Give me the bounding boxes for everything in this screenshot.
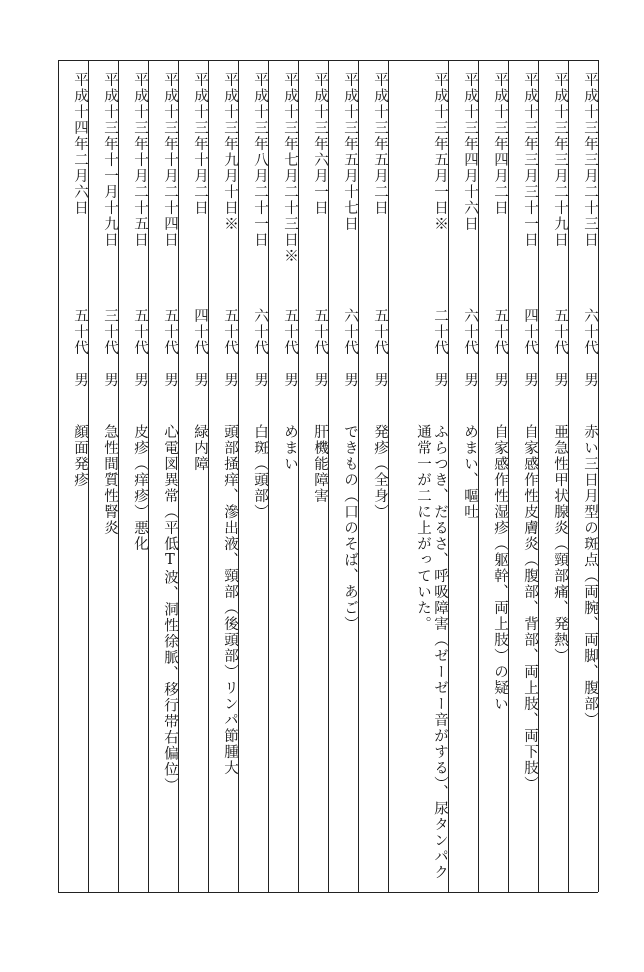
symptom-cell: 急性間質性腎炎 bbox=[102, 424, 118, 536]
age-cell: 五十代 bbox=[222, 308, 238, 356]
age-cell: 五十代 bbox=[282, 308, 298, 356]
table-row bbox=[208, 60, 238, 892]
sex-cell: 男 bbox=[432, 372, 448, 388]
date-cell: 平成十三年五月十七日 bbox=[342, 72, 358, 232]
symptom-cell: 赤い三日月型の斑点（両腕、両脚、腹部） bbox=[582, 424, 598, 728]
symptom-cell: 白斑（頭部） bbox=[252, 424, 268, 520]
table-row bbox=[238, 60, 268, 892]
symptom-cell: 顔面発疹 bbox=[72, 424, 88, 488]
age-cell: 四十代 bbox=[192, 308, 208, 356]
table-row bbox=[538, 60, 568, 892]
age-cell: 六十代 bbox=[342, 308, 358, 356]
table-row bbox=[298, 60, 328, 892]
date-cell: 平成十三年四月二日 bbox=[492, 72, 508, 216]
table-row bbox=[328, 60, 358, 892]
date-cell: 平成十三年十一月十九日 bbox=[102, 72, 118, 248]
symptom-cell: めまい、嘔吐 bbox=[462, 424, 478, 520]
table-row bbox=[268, 60, 298, 892]
date-cell: 平成十三年六月一日 bbox=[312, 72, 328, 216]
age-cell: 五十代 bbox=[372, 308, 388, 356]
age-cell: 四十代 bbox=[522, 308, 538, 356]
symptom-cell: 自家感作性湿疹（躯幹、両上肢）の疑い bbox=[492, 424, 508, 712]
date-cell: 平成十三年四月十六日 bbox=[462, 72, 478, 232]
date-cell: 平成十三年五月一日※ bbox=[432, 72, 448, 232]
age-cell: 五十代 bbox=[132, 308, 148, 356]
age-cell: 六十代 bbox=[582, 308, 598, 356]
adverse-event-table bbox=[58, 60, 598, 892]
table-row bbox=[568, 60, 598, 892]
table-row bbox=[58, 60, 88, 892]
date-cell: 平成十三年十月二十五日 bbox=[132, 72, 148, 248]
symptom-cell: 自家感作性皮膚炎（腹部、背部、両上肢、両下肢） bbox=[522, 424, 538, 792]
table-row bbox=[478, 60, 508, 892]
symptom-cell: 発疹（全身） bbox=[372, 424, 388, 520]
date-cell: 平成十三年八月二十一日 bbox=[252, 72, 268, 248]
date-cell: 平成十三年三月二十九日 bbox=[552, 72, 568, 248]
date-cell: 平成十三年七月二十三日※ bbox=[282, 72, 298, 264]
sex-cell: 男 bbox=[72, 372, 88, 388]
symptom-cell: 亜急性甲状腺炎（頸部痛、発熱） bbox=[552, 424, 568, 664]
table-row bbox=[88, 60, 118, 892]
sex-cell: 男 bbox=[552, 372, 568, 388]
age-cell: 五十代 bbox=[162, 308, 178, 356]
date-cell: 平成十四年二月六日 bbox=[72, 72, 88, 216]
symptom-cell: めまい bbox=[282, 424, 298, 472]
age-cell: 六十代 bbox=[462, 308, 478, 356]
sex-cell: 男 bbox=[342, 372, 358, 388]
sex-cell: 男 bbox=[372, 372, 388, 388]
sex-cell: 男 bbox=[252, 372, 268, 388]
age-cell: 五十代 bbox=[552, 308, 568, 356]
date-cell: 平成十三年九月十日※ bbox=[222, 72, 238, 232]
sex-cell: 男 bbox=[522, 372, 538, 388]
age-cell: 五十代 bbox=[312, 308, 328, 356]
age-cell: 二十代 bbox=[432, 308, 448, 356]
table-row bbox=[358, 60, 388, 892]
symptom-cell: 肝機能障害 bbox=[312, 424, 328, 504]
sex-cell: 男 bbox=[582, 372, 598, 388]
age-cell: 三十代 bbox=[102, 308, 118, 356]
symptom-cell: 心電図異常（平低T波、洞性徐脈、移行帯右偏位） bbox=[162, 424, 178, 794]
table-row bbox=[178, 60, 208, 892]
date-cell: 平成十三年五月二日 bbox=[372, 72, 388, 216]
symptom-cell: 緑内障 bbox=[192, 424, 208, 472]
sex-cell: 男 bbox=[162, 372, 178, 388]
age-cell: 五十代 bbox=[72, 308, 88, 356]
sex-cell: 男 bbox=[492, 372, 508, 388]
table-row bbox=[148, 60, 178, 892]
table-bottom-border bbox=[58, 892, 598, 893]
date-cell: 平成十三年十月二十四日 bbox=[162, 72, 178, 248]
age-cell: 五十代 bbox=[492, 308, 508, 356]
table-row bbox=[508, 60, 538, 892]
symptom-cell: ふらつき、だるさ、呼吸障害（ゼーゼー音がする）、尿タンパク通常一が二に上がっていた。 bbox=[415, 424, 448, 881]
sex-cell: 男 bbox=[192, 372, 208, 388]
sex-cell: 男 bbox=[132, 372, 148, 388]
sex-cell: 男 bbox=[102, 372, 118, 388]
age-cell: 六十代 bbox=[252, 308, 268, 356]
symptom-cell: できもの（口のそば、あご） bbox=[342, 424, 358, 632]
date-cell: 平成十三年三月二十三日 bbox=[582, 72, 598, 248]
table-row bbox=[448, 60, 478, 892]
symptom-cell: 皮疹（痒疹）悪化 bbox=[132, 424, 148, 552]
date-cell: 平成十三年三月三十一日 bbox=[522, 72, 538, 248]
sex-cell: 男 bbox=[282, 372, 298, 388]
sex-cell: 男 bbox=[312, 372, 328, 388]
table-row bbox=[118, 60, 148, 892]
table-border-right bbox=[598, 60, 599, 892]
symptom-cell: 頭部掻痒、滲出液、頸部（後頭部）リンパ節腫大 bbox=[222, 424, 238, 776]
table-row bbox=[388, 60, 448, 892]
sex-cell: 男 bbox=[222, 372, 238, 388]
date-cell: 平成十三年十月二日 bbox=[192, 72, 208, 216]
sex-cell: 男 bbox=[462, 372, 478, 388]
